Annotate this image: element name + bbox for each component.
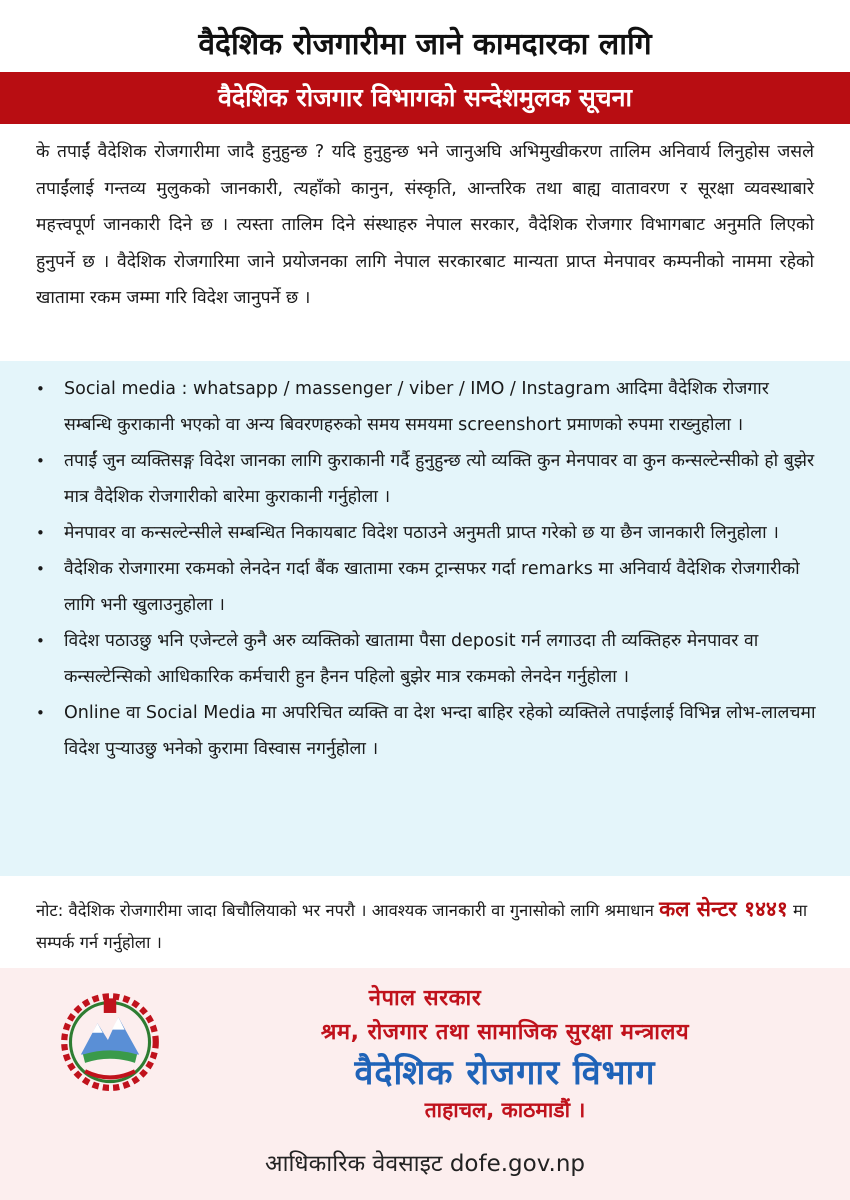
department-address: ताहाचल, काठमाडौं । xyxy=(424,1098,586,1122)
list-item xyxy=(36,551,816,623)
tip-text: वैदेशिक रोजगारमा रकमको लेनदेन गर्दा बैंक खातामा रकम ट्रान्सफर गर्दा remarks मा अनिवार्य वैदेशिक रोजगारीको लागि भनी खुलाउनुहोला । xyxy=(64,559,800,615)
note-text-end: मा सम्पर्क गर्न गर्नुहोला । xyxy=(36,901,808,952)
website-link[interactable]: आधिकारिक वेवसाइट dofe.gov.np xyxy=(264,1151,586,1177)
tip-text: विदेश पठाउछु भनि एजेन्टले कुनै अरु व्यक्तिको खातामा पैसा deposit गर्न लगाउदा ती व्यक्तिहरु मेनपावर वा कन्सल्टेन्सिको आधिकारिक कर्मचारी हुन हैनन पहिलो बुझेर मात्र रकमको लेनदेन गर्नुहोला । xyxy=(64,631,759,687)
list-item xyxy=(36,371,816,443)
list-item xyxy=(36,443,816,515)
intro-paragraph: के तपाईं वैदेशिक रोजगारीमा जादै हुनुहुन्छ ? यदि हुनुहुन्छ भने जानुअघि अभिमुखीकरण तालिम अनिवार्य लिनुहोस जसले तपाईंलाई गन्तव्य मुलुकको जानकारी, त्यहाँको कानुन, संस्कृति, आन्तरिक तथा बाह्य वातावरण र सूरक्षा व्यवस्थाबारे महत्त्वपूर्ण जानकारी दिने छ । त्यस्ता तालिम दिने संस्थाहरु नेपाल सरकार, वैदेशिक रोजगार विभागबाट अनुमति लिएको हुनुपर्ने छ । वैदेशिक रोजगारिमा जाने प्रयोजनका लागि नेपाल सरकारबाट मान्यता प्राप्त मेनपावर कम्पनीको नाममा रहेको खातामा रकम जम्मा गरि विदेश जानुपर्ने छ । xyxy=(36,142,814,308)
bullet-icon: • xyxy=(36,524,45,542)
call-center-number: कल सेन्टर १४४१ xyxy=(659,897,788,921)
bullet-icon: • xyxy=(36,380,45,398)
bullet-icon: • xyxy=(36,632,45,650)
government-name: नेपाल सरकार xyxy=(368,986,482,1011)
tip-text: तपाईं जुन व्यक्तिसङ्ग विदेश जानका लागि कुराकानी गर्दै हुनुहुन्छ त्यो व्यक्ति कुन मेनपावर वा कुन कन्सल्टेन्सीको हो बुझेर मात्र वैदेशिक रोजगारीको बारेमा कुराकानी गर्नुहोला । xyxy=(64,451,815,507)
bullet-icon: • xyxy=(36,560,45,578)
bullet-icon: • xyxy=(36,452,45,470)
tip-text: मेनपावर वा कन्सल्टेन्सीले सम्बन्धित निकायबाट विदेश पठाउने अनुमती प्राप्त गरेको छ या छैन जानकारी लिनुहोला । xyxy=(64,523,779,543)
department-name: वैदेशिक रोजगार विभाग xyxy=(354,1053,656,1093)
page-title: वैदेशिक रोजगारीमा जाने कामदारका लागि xyxy=(198,27,652,62)
list-item xyxy=(36,623,816,695)
footer xyxy=(0,968,850,1200)
bullet-icon: • xyxy=(36,704,45,722)
note-paragraph xyxy=(36,893,816,959)
ministry-name: श्रम, रोजगार तथा सामाजिक सुरक्षा मन्त्रालय xyxy=(320,1020,690,1045)
list-item xyxy=(36,695,816,767)
tips-list xyxy=(36,371,816,767)
tips-panel xyxy=(0,361,850,876)
note-text: नोट: वैदेशिक रोजगारीमा जादा बिचौलियाको भर नपरौ । आवश्यक जानकारी वा गुनासोको लागि श्रमाधान xyxy=(36,901,660,920)
list-item xyxy=(36,515,816,551)
tip-text: Social media : whatsapp / massenger / viber / IMO / Instagram आदिमा वैदेशिक रोजगार सम्बन्धि कुराकानी भएको वा अन्य बिवरणहरुको समय समयमा screenshort प्रमाणको रुपमा राख्नुहोला । xyxy=(64,379,769,435)
notice-banner: वैदेशिक रोजगार विभागको सन्देशमुलक सूचना xyxy=(0,72,850,124)
tip-text: Online वा Social Media मा अपरिचित व्यक्ति वा देश भन्दा बाहिर रहेको व्यक्तिले तपाईलाई विभिन्न लोभ-लालचमा विदेश पुऱ्याउछु भनेको कुरामा विस्वास नगर्नुहोला । xyxy=(64,703,816,759)
